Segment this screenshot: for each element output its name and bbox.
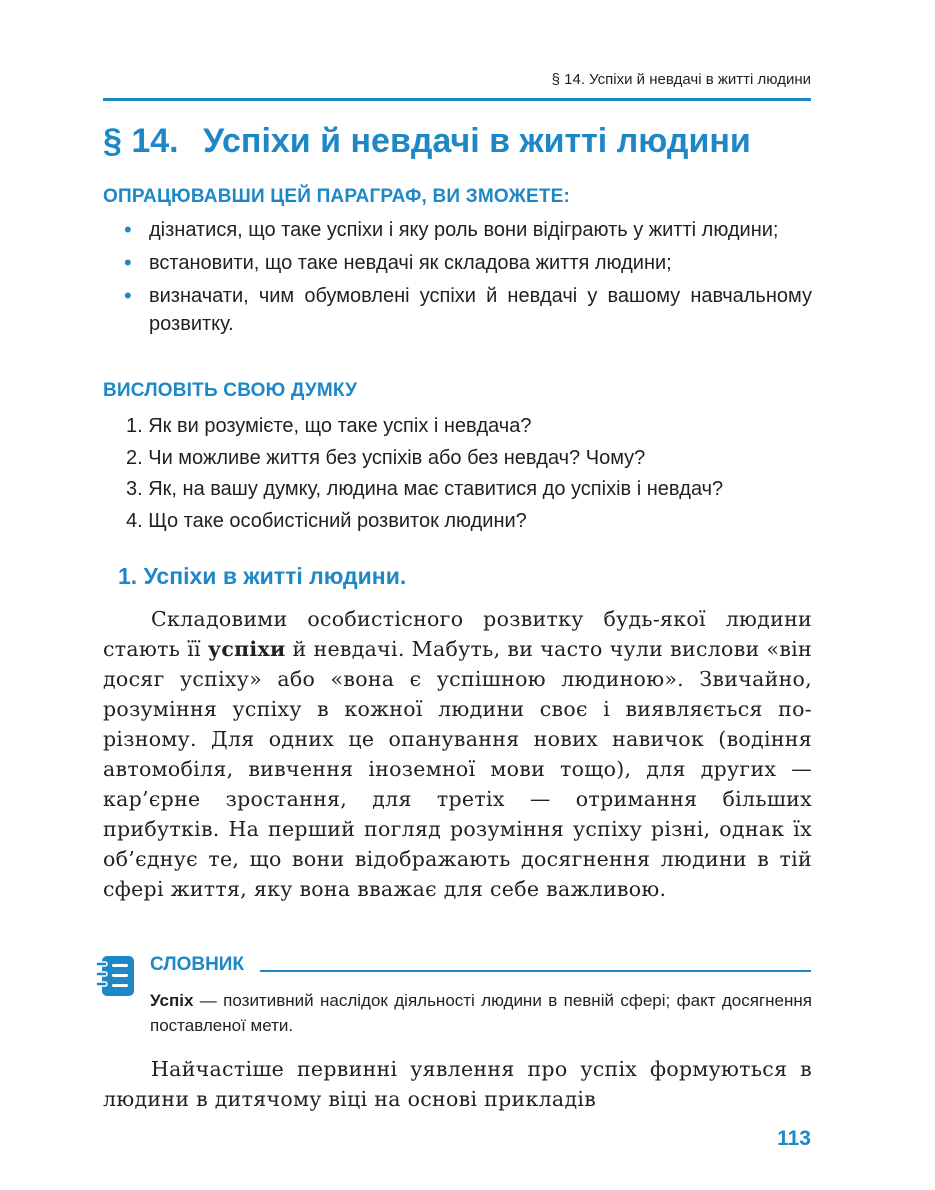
opinion-heading: ВИСЛОВІТЬ СВОЮ ДУМКУ [103,380,358,401]
page-number: 113 [777,1127,811,1150]
body-paragraph: Найчастіше первинні уявлення про успіх формуються в людини в дитячому віці на основі прикладів [103,1057,812,1111]
bullet-icon: • [124,283,132,308]
header-rule [103,98,811,101]
glossary-term: Успіх [150,991,194,1010]
bullet-icon: • [124,250,132,275]
questions-list [126,413,816,539]
notebook-icon [96,955,136,997]
list-item: • дізнатися, що таке успіхи і яку роль вони відіграють у житті людини; [124,217,779,242]
section-heading: 1. Успіхи в житті людини. [118,563,407,589]
list-item: 4. Що таке особистісний розвиток людини? [126,509,527,532]
glossary-definition: Успіх — позитивний наслідок діяльності людини в певній сфері; факт досягнення поставленої мети. [150,991,812,1035]
bold-term: успіхи [207,637,286,661]
running-head: § 14. Успіхи й невдачі в житті людини [551,71,811,88]
list-item: • встановити, що таке невдачі як складова життя людини; [124,250,672,275]
glossary-rule [260,970,811,972]
list-item: 1. Як ви розумієте, що таке успіх і невдача? [126,415,532,437]
glossary-title: СЛОВНИК [150,954,245,975]
paragraph-title: Успіхи й невдачі в житті людини [203,122,751,160]
body-paragraph: Складовими особистісного розвитку будь-якої людини стають її успіхи й невдачі. Мабуть, ви часто чули вислови «він досяг успіху» або «вона є успішною людиною». Звичайно, розуміння успіху в кожної людини своє і виявляється по-різному. Для одних це опанування нових навичок (водіння автомобіля, вивчення іноземної мови тощо), для других — кар’єрне зростання, для третіх — отримання більших прибутків. На перший погляд розуміння успіху різні, однак їх об’єднує те, що вони відображають досягнення людини в тій сфері життя, яку вона вважає для себе важливою. [103,607,812,901]
list-item: 3. Як, на вашу думку, людина має ставитися до успіхів і невдач? [126,478,724,500]
list-item: • визначати, чим обумовлені успіхи й невдачі у вашому навчальному розвитку. [124,283,812,335]
list-item: 2. Чи можливе життя без успіхів або без невдач? Чому? [126,446,646,469]
objectives-heading: ОПРАЦЮВАВШИ ЦЕЙ ПАРАГРАФ, ВИ ЗМОЖЕТЕ: [103,186,571,207]
paragraph-number: § 14. [103,122,179,160]
page-title [103,122,751,161]
objectives-list [124,216,812,343]
bullet-icon: • [124,217,132,242]
